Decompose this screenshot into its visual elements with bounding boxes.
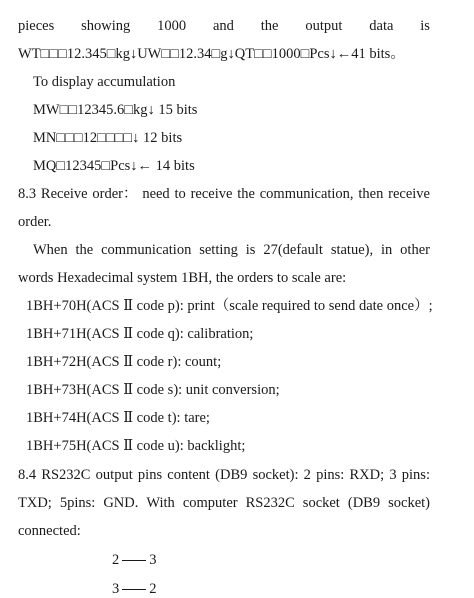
text-line-communication-setting (33, 241, 430, 259)
word: Receive (40, 186, 88, 202)
connection-row-1 (112, 551, 157, 569)
section-8-4-heading-line (18, 466, 430, 484)
command-tare: 1BH+74H(ACS Ⅱ code t): tare; (26, 410, 210, 426)
word: receive (388, 186, 430, 202)
word: RS232C (245, 495, 295, 511)
text-line-accumulation-heading: To display accumulation (33, 74, 176, 90)
word: 2 (303, 467, 311, 483)
word: 5pins: (59, 495, 96, 511)
word: 8.3 (18, 186, 37, 202)
word: 3 (389, 467, 397, 483)
word: to (174, 186, 186, 202)
word: is (420, 18, 430, 34)
text-line-hexadecimal: words Hexadecimal system 1BH, the orders to scale are: (18, 270, 347, 286)
word: 27(default (263, 242, 323, 258)
connection-pin-right: 2 (149, 581, 157, 597)
word: communication (101, 242, 192, 258)
word: socket): (252, 467, 299, 483)
word: and (212, 18, 234, 34)
text-line-pins (18, 494, 430, 512)
word: (DB9 (347, 495, 381, 511)
command-unit-conversion: 1BH+73H(ACS Ⅱ code s): unit conversion; (26, 382, 280, 398)
word: TXD; (18, 495, 52, 511)
connection-pin-right: 3 (149, 552, 157, 568)
connection-line (122, 560, 146, 561)
word: receive (190, 186, 233, 202)
word: 8.4 (18, 467, 37, 483)
word: the (75, 242, 94, 258)
text-line-mw-format: MW□□12345.6□kg↓ 15 bits (33, 102, 198, 118)
section-8-3-heading-line (18, 185, 430, 203)
word: in (381, 242, 393, 258)
connection-row-2 (112, 580, 157, 598)
word: need (142, 186, 170, 202)
connection-line (122, 589, 146, 590)
command-print: 1BH+70H(ACS Ⅱ code p): print（scale required to send date once）; (26, 298, 433, 314)
word: socket (302, 495, 340, 511)
word: showing (81, 18, 131, 34)
command-count: 1BH+72H(ACS Ⅱ code r): count; (26, 354, 222, 370)
word: data (369, 18, 394, 34)
word: statue), (330, 242, 374, 258)
word: is (245, 242, 256, 258)
word: RS232C (41, 467, 91, 483)
word: pieces (18, 18, 55, 34)
word: the (237, 186, 255, 202)
text-line-mq-format: MQ□12345□Pcs↓← 14 bits (33, 158, 195, 174)
text-line-weight-format: WT□□□12.345□kg↓UW□□12.34□g↓QT□□1000□Pcs↓←41 bits。 (18, 46, 405, 62)
word: GND. (103, 495, 139, 511)
word: pins (137, 467, 163, 483)
word: other (400, 242, 430, 258)
word: 1000 (157, 18, 187, 34)
command-backlight: 1BH+75H(ACS Ⅱ code u): backlight; (26, 438, 246, 454)
word: pins: (316, 467, 345, 483)
word: setting (199, 242, 238, 258)
word: computer (182, 495, 238, 511)
word: (DB9 (215, 467, 248, 483)
word: When (33, 242, 68, 258)
text-line-mn-format: MN□□□12□□□□↓ 12 bits (33, 130, 183, 146)
word: content (167, 467, 210, 483)
word: RXD; (349, 467, 385, 483)
word: order： (92, 186, 138, 202)
command-calibration: 1BH+71H(ACS Ⅱ code q): calibration; (26, 326, 254, 342)
word: With (146, 495, 175, 511)
word: then (358, 186, 384, 202)
connection-pin-left: 2 (112, 552, 120, 568)
word: pins: (401, 467, 430, 483)
text-line-connected: connected: (18, 523, 81, 539)
word: communication, (259, 186, 354, 202)
word: the (260, 18, 279, 34)
word: socket) (388, 495, 430, 511)
connection-pin-left: 3 (112, 581, 120, 597)
word: output (305, 18, 343, 34)
word: output (95, 467, 133, 483)
text-line-1 (18, 17, 430, 35)
text-line-order: order. (18, 214, 52, 230)
